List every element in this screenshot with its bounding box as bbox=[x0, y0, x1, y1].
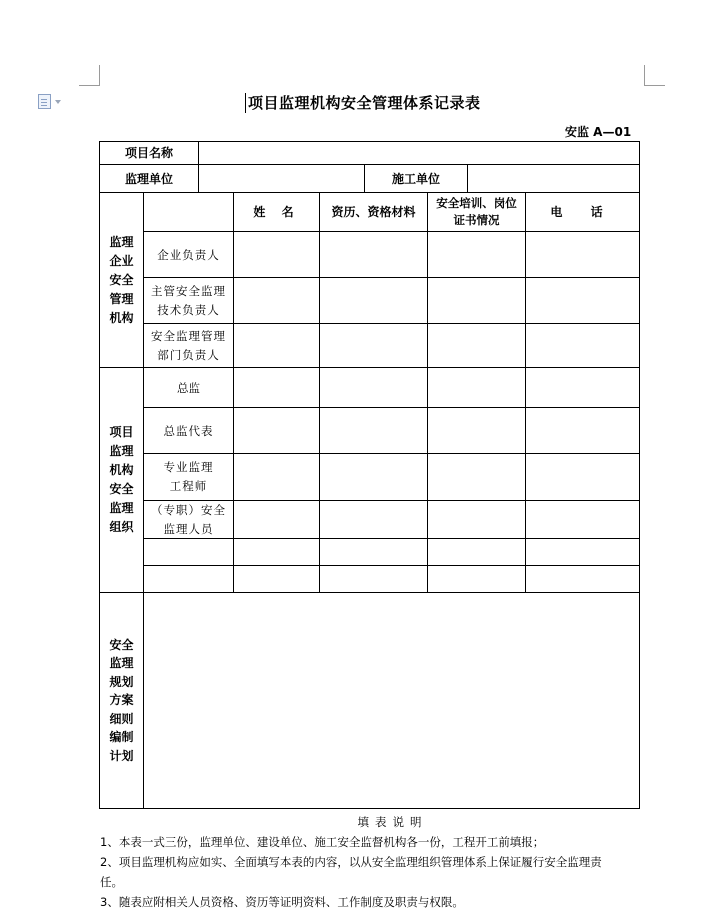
row-label-line: 专业监理 bbox=[163, 460, 214, 474]
grid-line bbox=[143, 538, 640, 539]
section-label-char: 管理 bbox=[109, 291, 134, 306]
document-icon bbox=[38, 94, 51, 109]
row-label-safety-staff bbox=[144, 501, 233, 538]
fill-instructions bbox=[100, 812, 645, 912]
supervision-unit-field[interactable] bbox=[199, 165, 364, 192]
safety-plan-field[interactable] bbox=[144, 593, 639, 808]
section-label-char: 计划 bbox=[109, 748, 134, 763]
section-label-safety-plan bbox=[100, 593, 143, 808]
instruction-line: 任。 bbox=[100, 875, 123, 889]
row-label-specialist-engineer bbox=[144, 454, 233, 500]
grid-line bbox=[427, 192, 428, 593]
section-label-char: 机构 bbox=[109, 463, 134, 477]
row-label-chief-supervisor: 总监 bbox=[177, 380, 200, 395]
grid-line bbox=[525, 192, 526, 593]
construction-unit-field[interactable] bbox=[468, 165, 639, 192]
row-label-line: 技术负责人 bbox=[157, 302, 220, 317]
instruction-line: 2、项目监理机构应如实、全面填写本表的内容，以从安全监理组织管理体系上保证履行安全监理责 bbox=[100, 855, 602, 869]
fill-instructions-heading: 填表说明 bbox=[357, 815, 428, 829]
page-corner-mark-top-left bbox=[79, 65, 100, 86]
text-cursor bbox=[245, 93, 246, 113]
section-label-char: 规划 bbox=[109, 674, 134, 689]
col-header-training bbox=[428, 193, 525, 231]
table-border-bottom bbox=[99, 808, 640, 809]
document-title: 项目监理机构安全管理体系记录表 bbox=[248, 94, 481, 112]
row-label-line: 主管安全监理 bbox=[151, 283, 226, 298]
section-label-char: 编制 bbox=[109, 730, 134, 745]
section-label-enterprise-safety bbox=[100, 193, 143, 367]
supervision-unit-label: 监理单位 bbox=[124, 171, 173, 186]
col-header-training-line1: 安全培训、岗位 bbox=[436, 196, 517, 210]
form-code: 安监 A—01 bbox=[565, 125, 632, 139]
section-label-char: 安全 bbox=[109, 482, 134, 496]
document-options-icon[interactable] bbox=[38, 94, 61, 109]
project-name-label: 项目名称 bbox=[124, 146, 173, 160]
chevron-down-icon bbox=[55, 100, 61, 104]
section-label-char: 组织 bbox=[109, 520, 134, 534]
section-label-char: 监理 bbox=[109, 234, 134, 249]
section-label-char: 监理 bbox=[109, 501, 134, 515]
col-header-name: 姓 名 bbox=[253, 205, 300, 219]
section-label-char: 安全 bbox=[109, 637, 134, 652]
col-header-qualification: 资历、资格材料 bbox=[331, 205, 416, 219]
section-label-char: 监理 bbox=[109, 656, 134, 671]
project-name-field[interactable] bbox=[199, 142, 639, 164]
col-header-phone: 电 话 bbox=[550, 205, 615, 219]
grid-line bbox=[319, 192, 320, 593]
instruction-line: 1、本表一式三份，监理单位、建设单位、施工安全监督机构各一份，工程开工前填报； bbox=[100, 835, 545, 849]
section-label-char: 企业 bbox=[109, 253, 134, 268]
row-label-line: 部门负责人 bbox=[157, 347, 220, 362]
grid-line bbox=[233, 192, 234, 593]
section-label-project-supervision bbox=[100, 368, 143, 592]
construction-unit-label: 施工单位 bbox=[391, 171, 440, 186]
row-label-enterprise-head: 企业负责人 bbox=[157, 247, 220, 262]
row-label-chief-representative: 总监代表 bbox=[163, 423, 214, 438]
instruction-line: 3、随表应附相关人员资格、资历等证明资料、工作制度及职责与权限。 bbox=[100, 895, 464, 909]
section-label-char: 细则 bbox=[109, 711, 134, 726]
row-label-line: （专职）安全 bbox=[151, 502, 226, 517]
section-label-char: 机构 bbox=[109, 310, 134, 325]
row-label-technical-head bbox=[144, 278, 233, 323]
table-border-right bbox=[639, 141, 640, 809]
section-label-char: 监理 bbox=[109, 444, 134, 458]
section-label-char: 项目 bbox=[109, 425, 134, 439]
section-label-char: 方案 bbox=[109, 693, 134, 708]
col-header-training-line2: 证书情况 bbox=[453, 213, 500, 227]
row-label-department-head bbox=[144, 324, 233, 367]
page-corner-mark-top-right bbox=[644, 65, 665, 86]
row-label-line: 安全监理管理 bbox=[151, 328, 226, 343]
row-label-line: 工程师 bbox=[169, 479, 208, 493]
grid-line bbox=[143, 565, 640, 566]
section-label-char: 安全 bbox=[109, 272, 134, 287]
row-label-line: 监理人员 bbox=[163, 521, 214, 536]
